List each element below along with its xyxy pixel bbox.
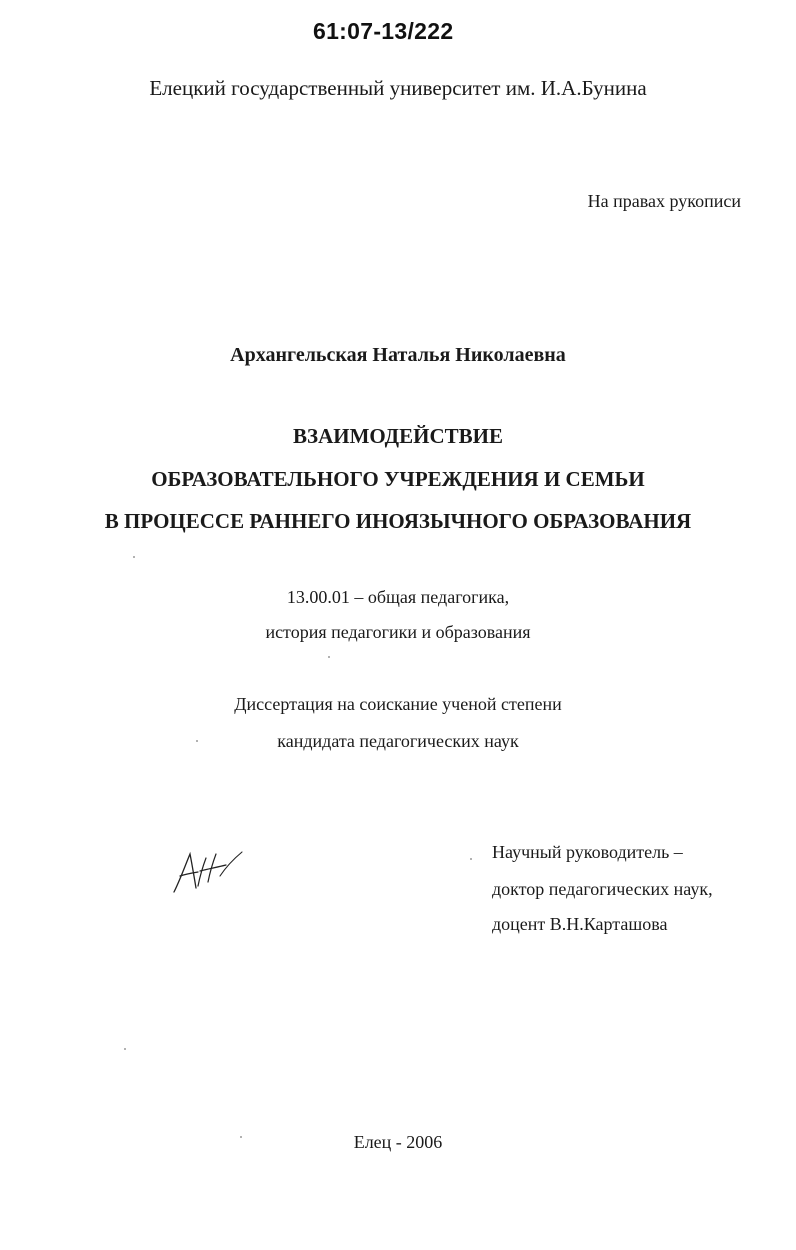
scan-speck (328, 656, 330, 658)
dissertation-line: Диссертация на соискание ученой степени (234, 694, 562, 714)
archive-stamp: 61:07-13/222 (313, 18, 454, 44)
city-year: Елец - 2006 (353, 1132, 443, 1152)
supervisor-line: доктор педагогических наук, (492, 879, 713, 899)
supervisor-line: Научный руководитель – (492, 842, 683, 862)
scan-speck (133, 556, 135, 558)
scan-speck (124, 1048, 126, 1050)
title-line: В ПРОЦЕССЕ РАННЕГО ИНОЯЗЫЧНОГО ОБРАЗОВАНИЯ (104, 509, 692, 533)
scan-speck (470, 858, 472, 860)
specialty-line: 13.00.01 – общая педагогика, (286, 587, 510, 607)
title-line: ВЗАИМОДЕЙСТВИЕ (292, 424, 503, 448)
dissertation-line: кандидата педагогических наук (277, 731, 519, 751)
university-name: Елецкий государственный университет им. И.А.Бунина (149, 76, 647, 100)
supervisor-line: доцент В.Н.Карташова (492, 914, 668, 934)
manuscript-note: На правах рукописи (587, 191, 741, 211)
scan-speck (196, 740, 198, 742)
specialty-line: история педагогики и образования (265, 622, 531, 642)
author-name: Архангельская Наталья Николаевна (230, 344, 566, 366)
title-line: ОБРАЗОВАТЕЛЬНОГО УЧРЕЖДЕНИЯ И СЕМЬИ (151, 467, 645, 491)
scan-speck (240, 1136, 242, 1138)
handwritten-signature-icon (168, 846, 248, 898)
